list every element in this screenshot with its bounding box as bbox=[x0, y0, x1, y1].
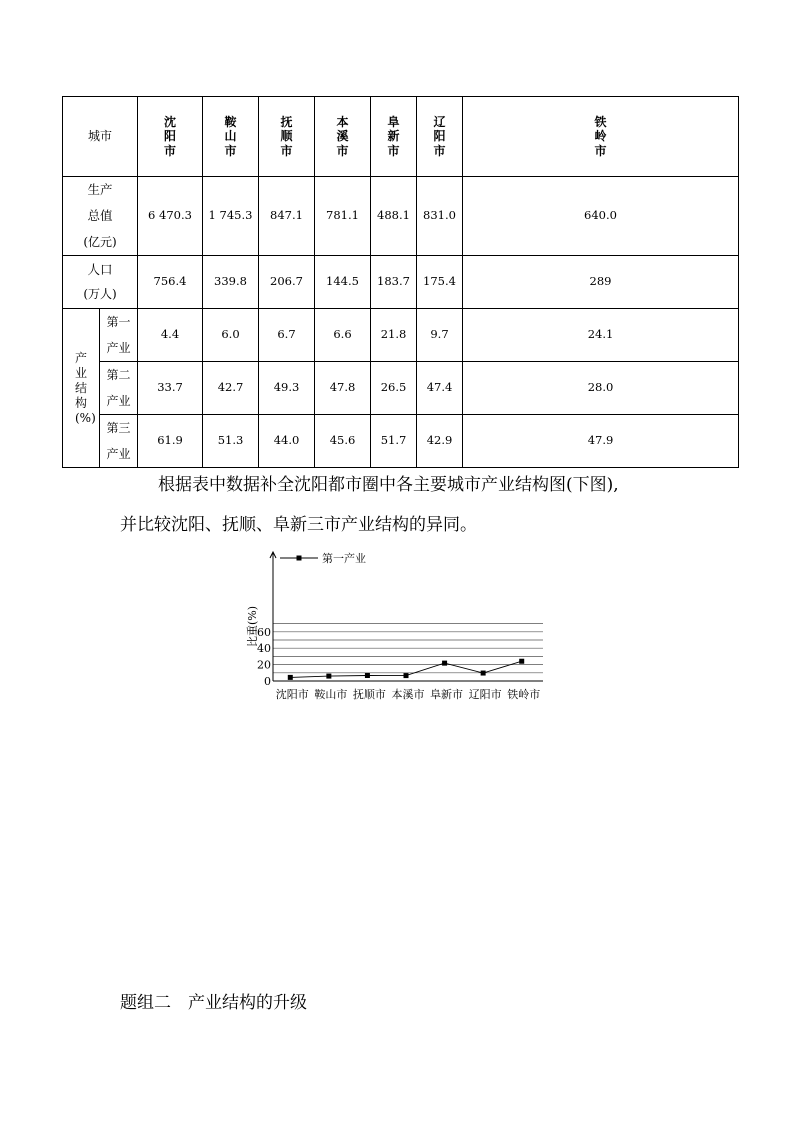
primary-industry-row bbox=[63, 309, 739, 362]
secondary-industry-row bbox=[63, 362, 739, 415]
gdp-row bbox=[63, 177, 739, 256]
table-cell: 45.6 bbox=[315, 415, 371, 468]
x-tick-label: 本溪市 bbox=[391, 688, 425, 701]
table-cell: 61.9 bbox=[138, 415, 203, 468]
industry-structure-chart bbox=[240, 546, 550, 708]
industry-label: 第三产业 bbox=[106, 421, 131, 461]
gdp-unit: (亿元) bbox=[83, 235, 117, 249]
table-cell: 4.4 bbox=[138, 309, 203, 362]
y-tick-label: 40 bbox=[257, 642, 271, 656]
x-tick-label: 沈阳市 bbox=[275, 688, 309, 701]
table-cell: 488.1 bbox=[371, 177, 417, 256]
table-cell: 847.1 bbox=[259, 177, 315, 256]
table-cell: 183.7 bbox=[371, 256, 417, 309]
city-header: 辽阳市 bbox=[433, 114, 446, 158]
table-cell: 781.1 bbox=[315, 177, 371, 256]
city-header: 鞍山市 bbox=[224, 114, 237, 158]
x-tick-label: 鞍山市 bbox=[314, 688, 348, 701]
table-cell: 6.7 bbox=[259, 309, 315, 362]
table-cell: 1 745.3 bbox=[203, 177, 259, 256]
table-cell: 6.0 bbox=[203, 309, 259, 362]
data-point bbox=[442, 661, 447, 666]
population-row bbox=[63, 256, 739, 309]
table-cell: 42.9 bbox=[417, 415, 463, 468]
city-header: 本溪市 bbox=[336, 114, 349, 158]
city-header: 铁岭市 bbox=[594, 114, 607, 158]
x-tick-label: 抚顺市 bbox=[352, 688, 386, 701]
table-cell: 28.0 bbox=[463, 362, 739, 415]
city-header: 沈阳市 bbox=[164, 114, 177, 158]
structure-label-cell bbox=[63, 309, 100, 468]
industry-label: 第一产业 bbox=[106, 315, 131, 355]
gdp-label-cell bbox=[63, 177, 138, 256]
table-cell: 339.8 bbox=[203, 256, 259, 309]
table-cell: 756.4 bbox=[138, 256, 203, 309]
industry-label: 第二产业 bbox=[106, 368, 131, 408]
table-cell: 289 bbox=[463, 256, 739, 309]
data-point bbox=[365, 673, 370, 678]
table-cell: 831.0 bbox=[417, 177, 463, 256]
table-cell: 640.0 bbox=[463, 177, 739, 256]
city-header: 抚顺市 bbox=[280, 114, 293, 158]
legend-marker bbox=[297, 556, 302, 561]
table-cell: 47.9 bbox=[463, 415, 739, 468]
data-point bbox=[404, 673, 409, 678]
table-cell: 6.6 bbox=[315, 309, 371, 362]
table-cell: 49.3 bbox=[259, 362, 315, 415]
table-cell: 175.4 bbox=[417, 256, 463, 309]
table-cell: 6 470.3 bbox=[138, 177, 203, 256]
table-cell: 51.7 bbox=[371, 415, 417, 468]
legend-label: 第一产业 bbox=[322, 552, 366, 565]
population-unit: (万人) bbox=[83, 287, 117, 301]
y-tick-label: 60 bbox=[257, 625, 271, 639]
table-cell: 9.7 bbox=[417, 309, 463, 362]
data-point bbox=[326, 674, 331, 679]
table-cell: 33.7 bbox=[138, 362, 203, 415]
table-cell: 42.7 bbox=[203, 362, 259, 415]
table-cell: 47.4 bbox=[417, 362, 463, 415]
x-tick-label: 铁岭市 bbox=[507, 688, 541, 701]
question-text-line-1: 根据表中数据补全沈阳都市圈中各主要城市产业结构图(下图), bbox=[158, 475, 619, 495]
gdp-label: 生产总值 bbox=[87, 182, 113, 223]
structure-label: 产业结构(%) bbox=[75, 350, 96, 425]
table-cell: 44.0 bbox=[259, 415, 315, 468]
section-heading: 题组二 产业结构的升级 bbox=[120, 993, 307, 1013]
y-axis-label: 比重(%) bbox=[246, 605, 259, 648]
table-cell: 24.1 bbox=[463, 309, 739, 362]
header-row bbox=[63, 97, 739, 177]
y-tick-label: 0 bbox=[264, 675, 271, 688]
population-label: 人口 bbox=[87, 262, 113, 277]
data-point bbox=[288, 675, 293, 680]
table-cell: 26.5 bbox=[371, 362, 417, 415]
data-point bbox=[519, 659, 524, 664]
table-cell: 51.3 bbox=[203, 415, 259, 468]
x-tick-label: 阜新市 bbox=[430, 688, 464, 701]
question-text-line-2: 并比较沈阳、抚顺、阜新三市产业结构的异同。 bbox=[120, 515, 477, 535]
y-tick-label: 20 bbox=[257, 658, 271, 672]
table-cell: 206.7 bbox=[259, 256, 315, 309]
data-point bbox=[481, 671, 486, 676]
table-cell: 21.8 bbox=[371, 309, 417, 362]
corner-cell: 城市 bbox=[63, 97, 138, 177]
population-label-cell bbox=[63, 256, 138, 309]
city-header: 阜新市 bbox=[387, 114, 400, 158]
city-data-table bbox=[62, 96, 739, 468]
table-cell: 47.8 bbox=[315, 362, 371, 415]
x-tick-label: 辽阳市 bbox=[468, 688, 502, 701]
table-cell: 144.5 bbox=[315, 256, 371, 309]
tertiary-industry-row bbox=[63, 415, 739, 468]
